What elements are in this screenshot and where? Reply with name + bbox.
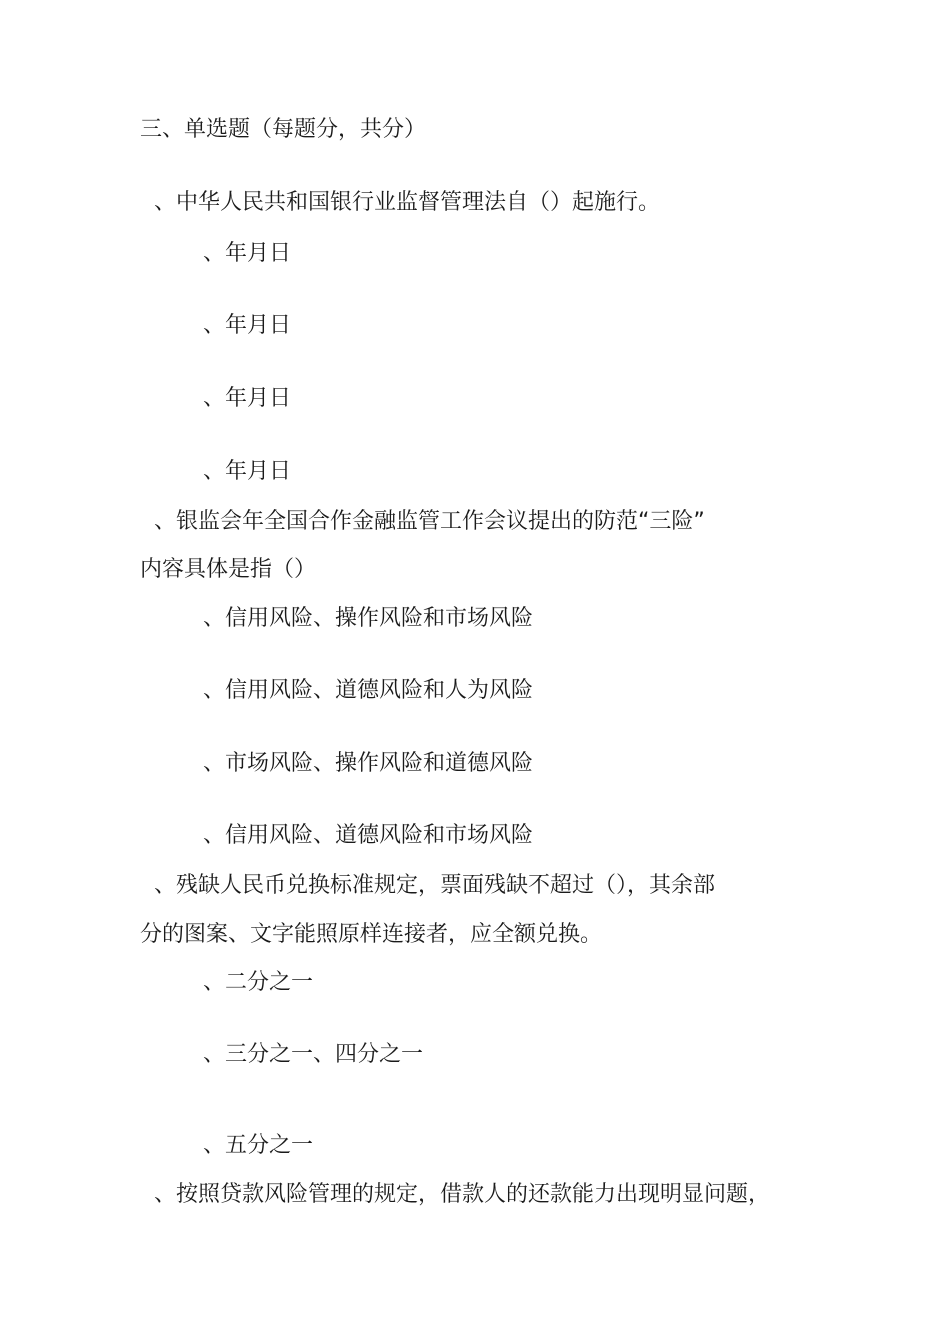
question-option: 、年月日	[203, 459, 292, 484]
question-option: 、五分之一	[203, 1133, 314, 1158]
question-stem: 、残缺人民币兑换标准规定，票面残缺不超过（），其余部	[154, 873, 716, 898]
question-stem: 、银监会年全国合作金融监管工作会议提出的防范“三险”	[154, 509, 705, 534]
section-heading: 三、单选题（每题分，共分）	[140, 117, 427, 142]
question-option: 、年月日	[203, 386, 292, 411]
question-option: 、二分之一	[203, 970, 314, 995]
question-option: 、年月日	[203, 241, 292, 266]
question-option: 、市场风险、操作风险和道德风险	[203, 751, 534, 776]
question-stem: 、按照贷款风险管理的规定，借款人的还款能力出现明显问题，	[154, 1182, 771, 1207]
question-option: 、信用风险、道德风险和人为风险	[203, 678, 534, 703]
question-stem: 、中华人民共和国银行业监督管理法自（）起施行。	[154, 190, 661, 215]
question-option: 、信用风险、道德风险和市场风险	[203, 823, 534, 848]
question-stem-continuation: 内容具体是指（）	[140, 557, 317, 582]
question-stem-continuation: 分的图案、文字能照原样连接者，应全额兑换。	[140, 922, 603, 947]
question-option: 、年月日	[203, 313, 292, 338]
question-option: 、三分之一、四分之一	[203, 1042, 424, 1067]
question-option: 、信用风险、操作风险和市场风险	[203, 606, 534, 631]
